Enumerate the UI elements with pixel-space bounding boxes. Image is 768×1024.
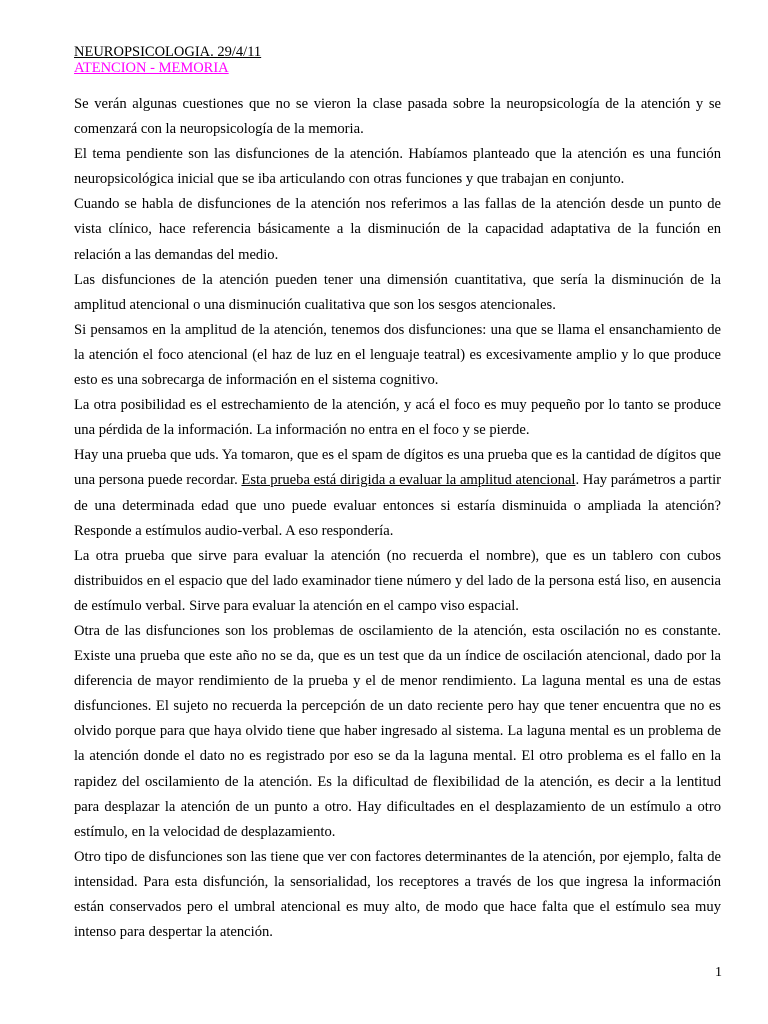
paragraph: Cuando se habla de disfunciones de la atención nos referimos a las fallas de la atención desde un punto de vista clínico, hace referencia básicamente a la disminución de la capacidad adaptativa de la función en relación a las demandas del medio. [74,196,721,263]
paragraph [74,443,721,543]
paragraph: Otro tipo de disfunciones son las tiene que ver con factores determinantes de la atención, por ejemplo, falta de intensidad. Para esta disfunción, la sensorialidad, los receptores a través de los que ingresa la información están conservados pero el umbral atencional es muy alto, de modo que hace falta que el estímulo sea muy intenso para despertar la atención. [74,848,721,941]
document-body [74,92,721,945]
paragraph: Se verán algunas cuestiones que no se vieron la clase pasada sobre la neuropsicología de la atención y se comenzará con la neuropsicología de la memoria. [74,96,721,138]
paragraph-text: . Hay parámetros a partir de una determinada edad que uno puede evaluar entonces si estaría disminuida o ampliada la atención? Responde a estímulos audio-verbal. A eso respondería. [74,472,722,539]
paragraph: La otra prueba que sirve para evaluar la atención (no recuerda el nombre), que es un tablero con cubos distribuidos en el espacio que del lado examinador tiene número y del lado de la persona está liso, en ausencia de estímulo verbal. Sirve para evaluar la atención en el campo viso espacial. [74,547,721,614]
paragraph-text: Hay una prueba que uds. Ya tomaron, que es el spam de dígitos es una prueba que es la cantidad de dígitos que una persona puede recordar. [74,447,721,489]
paragraph: La otra posibilidad es el estrechamiento de la atención, y acá el foco es muy pequeño por lo tanto se produce una pérdida de la información. La información no entra en el foco y se pierde. [74,397,721,439]
paragraph: Las disfunciones de la atención pueden tener una dimensión cuantitativa, que sería la disminución de la amplitud atencional o una disminución cualitativa que son los sesgos atencionales. [74,271,721,313]
paragraph: Si pensamos en la amplitud de la atención, tenemos dos disfunciones: una que se llama el ensanchamiento de la atención el foco atencional (el haz de luz en el lenguaje teatral) es excesivamente amplio y lo que produce esto es una sobrecarga de información en el sistema cognitivo. [74,321,721,389]
document-subtitle: ATENCION - MEMORIA [74,60,229,76]
paragraph: El tema pendiente son las disfunciones de la atención. Habíamos planteado que la atención es una función neuropsicológica inicial que se iba articulando con otras funciones y que trabajan en conjunto. [74,146,721,188]
document-title: NEUROPSICOLOGIA. 29/4/11 [74,44,262,60]
paragraph: Otra de las disfunciones son los problemas de oscilamiento de la atención, esta oscilación no es constante. Existe una prueba que este año no se da, que es un test que da un índice de oscilación atencional, dado por la diferencia de mayor rendimiento de la prueba y el de menor rendimiento. La laguna mental es una de estas disfunciones. El sujeto no recuerda la percepción de un dato reciente pero hay que tener encuentra que no es olvido porque para que haya olvido tiene que haber ingresado al sistema. La laguna mental es un problema de la atención donde el dato no es registrado por eso se da la laguna mental. El otro problema es el fallo en la rapidez del oscilamiento de la atención. Es la dificultad de flexibilidad de la atención, es decir a la lentitud para desplazar la atención de un punto a otro. Hay dificultades en el desplazamiento de un estímulo a otro estímulo, en la velocidad de desplazamiento. [74,622,721,840]
page-number: 1 [715,965,722,980]
underlined-text: Esta prueba está dirigida a evaluar la amplitud atencional [241,472,576,489]
document-header [74,44,261,76]
